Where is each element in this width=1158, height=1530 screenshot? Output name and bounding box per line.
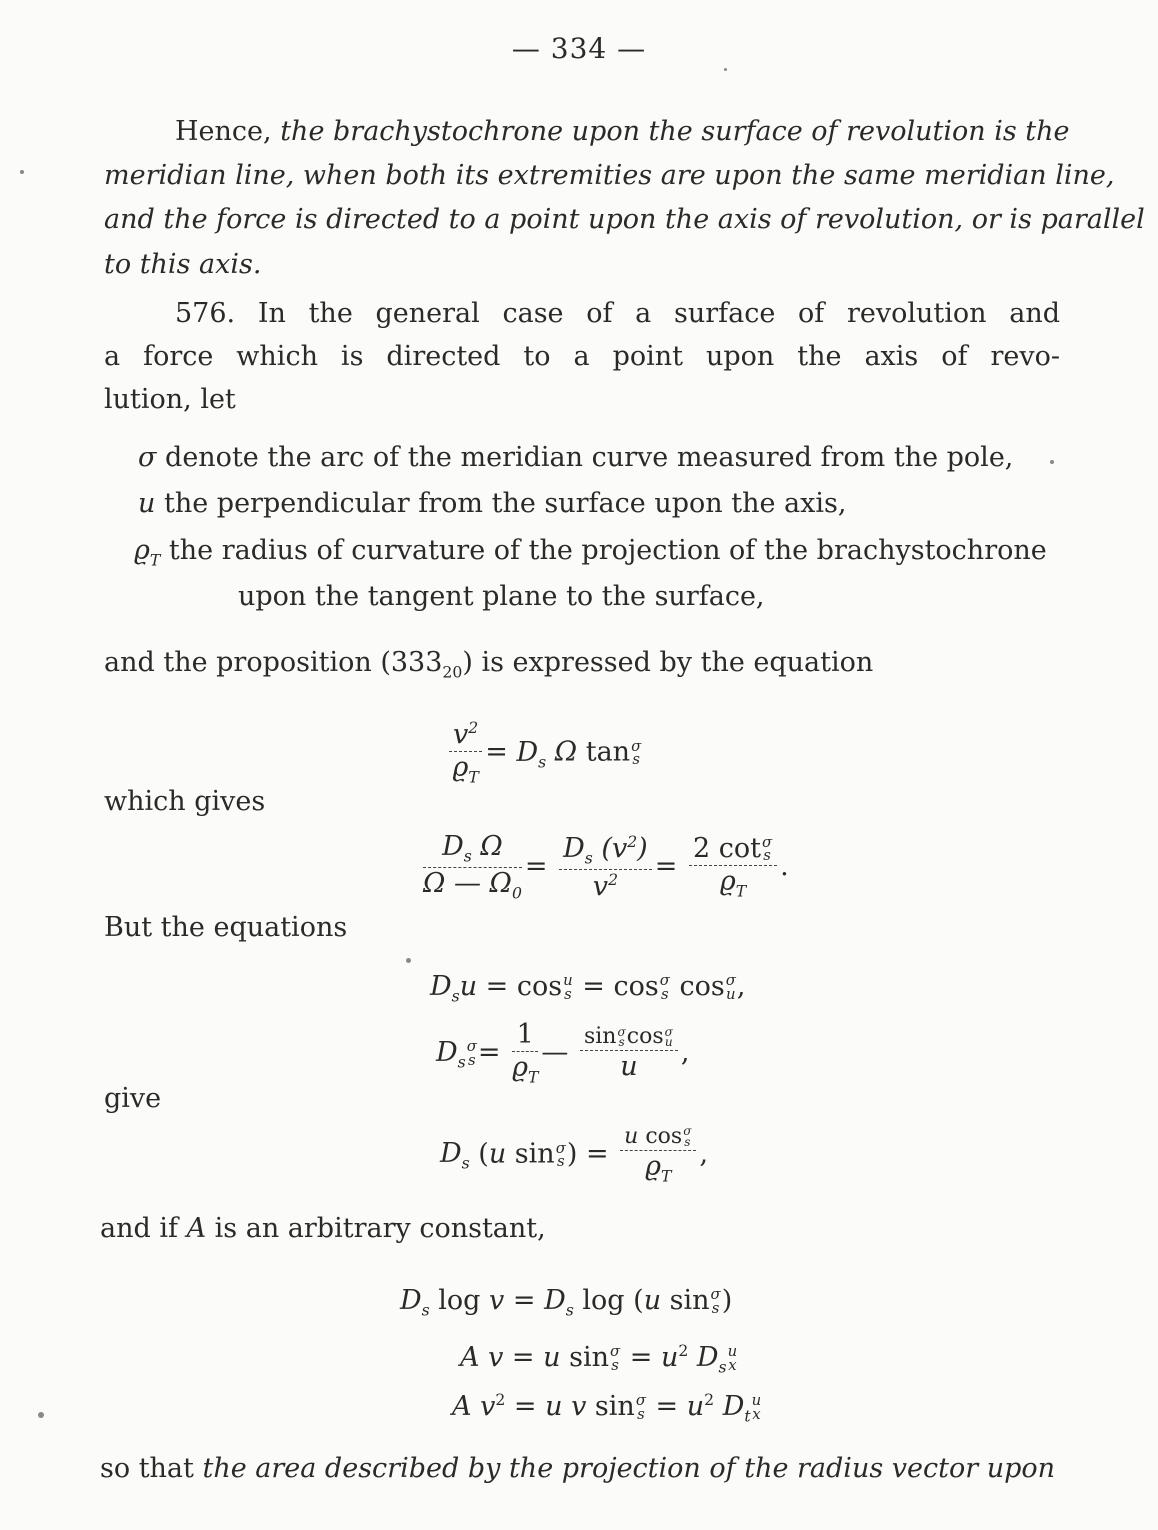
para1-line2: meridian line, when both its extremities are upon the same meridian line, [104,160,1115,191]
para1-line1-italic: the brachystochrone upon the surface of revolution is the [280,116,1070,147]
equation-2: $\frac{D_s \Omega}{\Omega — \Omega_0}$ = $\frac{D_s (v^2)}{v^2}$ = 2 cot σ s $ϱ_T$ . [423,831,789,903]
para2-line2: a force which is directed to a point upon the axis of revo- [104,341,1060,372]
def-rho-sub: T [149,550,161,570]
proposition-before: and the proposition (333 [104,647,443,678]
equation-3: $D_su = \cos$ u s = cos σ s cos σ u , [430,971,746,1006]
equation-5: $D_s$ (u sin σ s ) = u cos σ s $ϱ_T$ , [440,1124,709,1186]
def-rho-continuation: upon the tangent plane to the surface, [238,581,765,612]
para2-line1: 576. In the general case of a surface of revolution and [175,298,1060,329]
para2-line3: lution, let [104,384,236,415]
def-u-symbol: u [138,488,156,519]
give: give [104,1083,162,1114]
scan-speck [20,170,24,174]
para1-line3: and the force is directed to a point upon the axis of revolution, or is parallel [104,204,1145,235]
def-sigma-text: denote the arc of the meridian curve measured from the pole, [165,442,1014,473]
final-line [100,1452,1056,1486]
scan-speck [724,68,727,71]
scan-speck [38,1412,44,1418]
if-A-var: A [186,1213,207,1244]
if-A-before: and if [100,1213,187,1244]
which-gives: which gives [104,786,266,817]
but-the-equations: But the equations [104,912,348,943]
def-rho-symbol: ϱ [134,535,150,566]
page-number: — 334 — [511,32,647,65]
equation-6: $D_s$ $\log v = D_s$ log (u sin σ s ) [400,1285,733,1320]
equation-8: A $v^2 = u$ v sin σ s = $u^2$ $D_t$ u x [452,1390,762,1426]
if-A-line [100,1212,546,1246]
def-sigma-symbol: σ [138,442,157,473]
eq1-fraction: $\frac{v^2}{ϱ_T}$ [449,720,482,786]
scan-speck [406,958,411,963]
para1-line4: to this axis. [104,249,262,280]
def-u-text: the perpendicular from the surface upon the axis, [163,488,847,519]
if-A-after: is an arbitrary constant, [206,1213,546,1244]
para1-lead: Hence, [175,116,272,147]
final-line-italic: the area described by the projection of the radius vector upon [202,1453,1056,1484]
proposition-sub: 20 [442,662,463,682]
para1-line1 [175,115,1070,149]
equation-7: A v = u sin σ s = $u^2$ $D_s$ u x [460,1341,738,1377]
final-line-lead: so that [100,1453,203,1484]
def-sigma [138,441,1013,475]
equation-1: $\frac{v^2}{ϱ_T}$ = $D_s$ Ω tan σ s [446,720,642,786]
proposition-after: ) is expressed by the equation [462,647,874,678]
equation-4: $D_s$ σ s = $\frac{1}{ϱ_T}$ — sin σ s cos σ u u , [436,1019,690,1087]
proposition-line [104,646,873,689]
def-u [138,487,846,521]
def-rho-text: the radius of curvature of the projection of the brachystochrone [168,535,1047,566]
scan-speck [1050,460,1054,464]
def-rho [134,534,1047,577]
